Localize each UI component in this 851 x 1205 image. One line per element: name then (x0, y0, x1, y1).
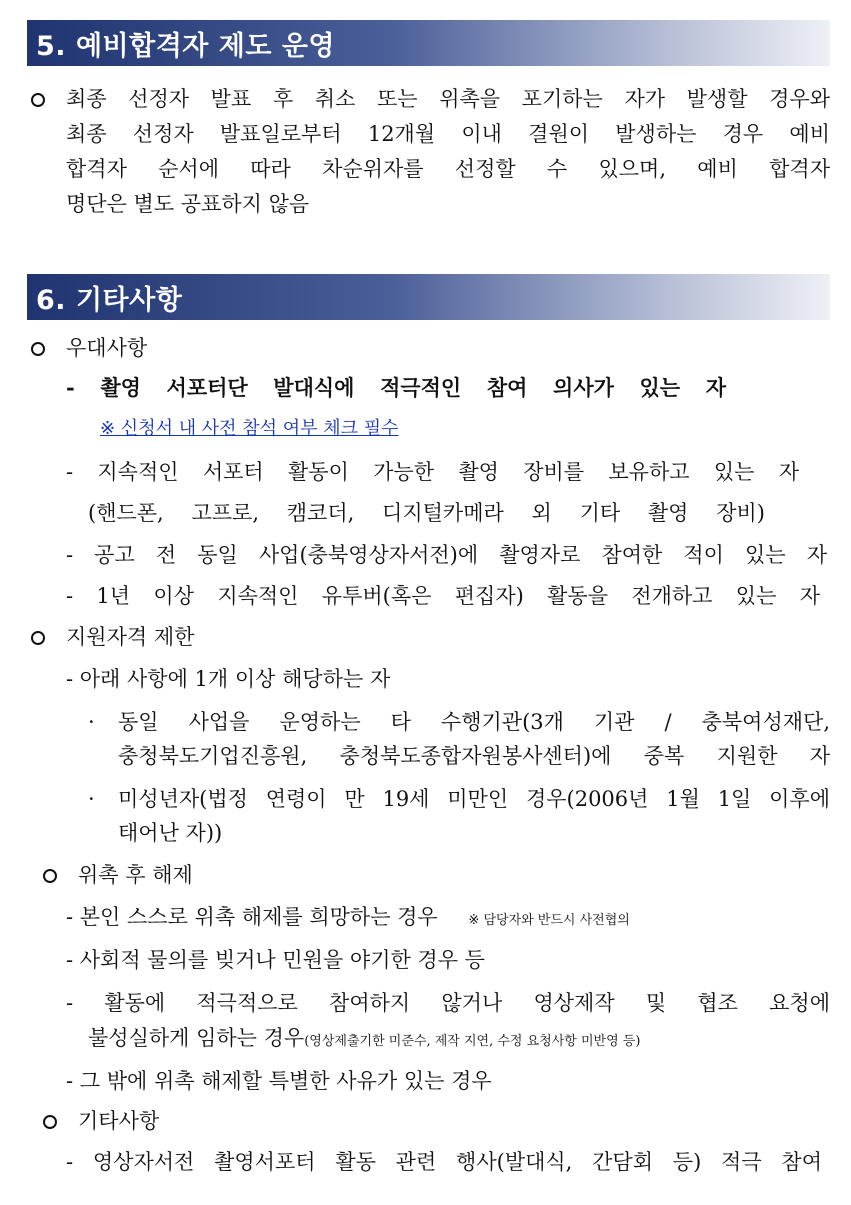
circle-bullet-icon (31, 93, 45, 107)
section-6-title: 6. 기타사항 (36, 284, 183, 316)
restriction-bullet-2-line-2: 태어난 자)) (118, 821, 223, 845)
restriction-heading: 지원자격 제한 (66, 625, 195, 649)
restriction-bullet-1-line-1: 동일 사업을 운영하는 타 수행기관(3개 기관 / 충북여성재단, (118, 710, 830, 734)
preference-item-4: - 1년 이상 지속적인 유투버(혹은 편집자) 활동을 전개하고 있는 자 (66, 584, 820, 608)
section-5-line-2: 최종 선정자 발표일로부터 12개월 이내 결원이 발생하는 경우 예비 (66, 122, 830, 146)
middle-dot-icon: · (88, 787, 95, 811)
circle-bullet-icon (31, 342, 45, 356)
preference-item-2-sub: (핸드폰, 고프로, 캠코더, 디지털카메라 외 기타 촬영 장비) (88, 501, 765, 525)
preference-note-1: ※ 신청서 내 사전 참석 여부 체크 필수 (100, 418, 399, 439)
other-heading: 기타사항 (78, 1109, 160, 1133)
dismissal-item-1-note: ※ 담당자와 반드시 사전협의 (468, 913, 630, 928)
section-5-title: 5. 예비합격자 제도 운영 (36, 30, 335, 62)
preference-heading: 우대사항 (66, 336, 148, 360)
dismissal-item-4: - 그 밖에 위촉 해제할 특별한 사유가 있는 경우 (66, 1069, 492, 1093)
preference-item-3: - 공고 전 동일 사업(충북영상자서전)에 촬영자로 참여한 적이 있는 자 (66, 543, 827, 567)
dismissal-item-3-line-2 (88, 1023, 640, 1057)
dismissal-item-3-small: (영상제출기한 미준수, 제작 지연, 수정 요청사항 미반영 등) (304, 1034, 641, 1049)
circle-bullet-icon (31, 631, 45, 645)
preference-item-2: - 지속적인 서포터 활동이 가능한 촬영 장비를 보유하고 있는 자 (66, 460, 799, 484)
section-5-line-1: 최종 선정자 발표 후 취소 또는 위촉을 포기하는 자가 발생할 경우와 (66, 87, 830, 111)
section-5-header (27, 20, 830, 66)
restriction-item-1: - 아래 사항에 1개 이상 해당하는 자 (66, 667, 391, 691)
dismissal-item-3-line-1: - 활동에 적극적으로 참여하지 않거나 영상제작 및 협조 요청에 (66, 991, 830, 1015)
section-6-header (27, 274, 830, 320)
section-5-line-3: 합격자 순서에 따라 차순위자를 선정할 수 있으며, 예비 합격자 (66, 157, 830, 181)
middle-dot-icon: · (88, 710, 95, 734)
section-5-line-4: 명단은 별도 공표하지 않음 (66, 192, 310, 216)
dismissal-item-2: - 사회적 물의를 빚거나 민원을 야기한 경우 등 (66, 948, 485, 972)
preference-item-1: - 촬영 서포터단 발대식에 적극적인 참여 의사가 있는 자 (66, 375, 726, 400)
circle-bullet-icon (43, 869, 57, 883)
circle-bullet-icon (43, 1115, 57, 1129)
dismissal-item-1-text: - 본인 스스로 위촉 해제를 희망하는 경우 (66, 905, 438, 929)
dismissal-item-1 (66, 902, 630, 936)
dismissal-heading: 위촉 후 해제 (78, 863, 193, 887)
other-item-1: - 영상자서전 촬영서포터 활동 관련 행사(발대식, 간담회 등) 적극 참여 (66, 1150, 822, 1174)
restriction-bullet-2-line-1: 미성년자(법정 연령이 만 19세 미만인 경우(2006년 1월 1일 이후에 (118, 787, 830, 811)
dismissal-item-3-text: 불성실하게 임하는 경우 (88, 1026, 305, 1050)
restriction-bullet-1-line-2: 충청북도기업진흥원, 충청북도종합자원봉사센터)에 중복 지원한 자 (118, 744, 830, 768)
